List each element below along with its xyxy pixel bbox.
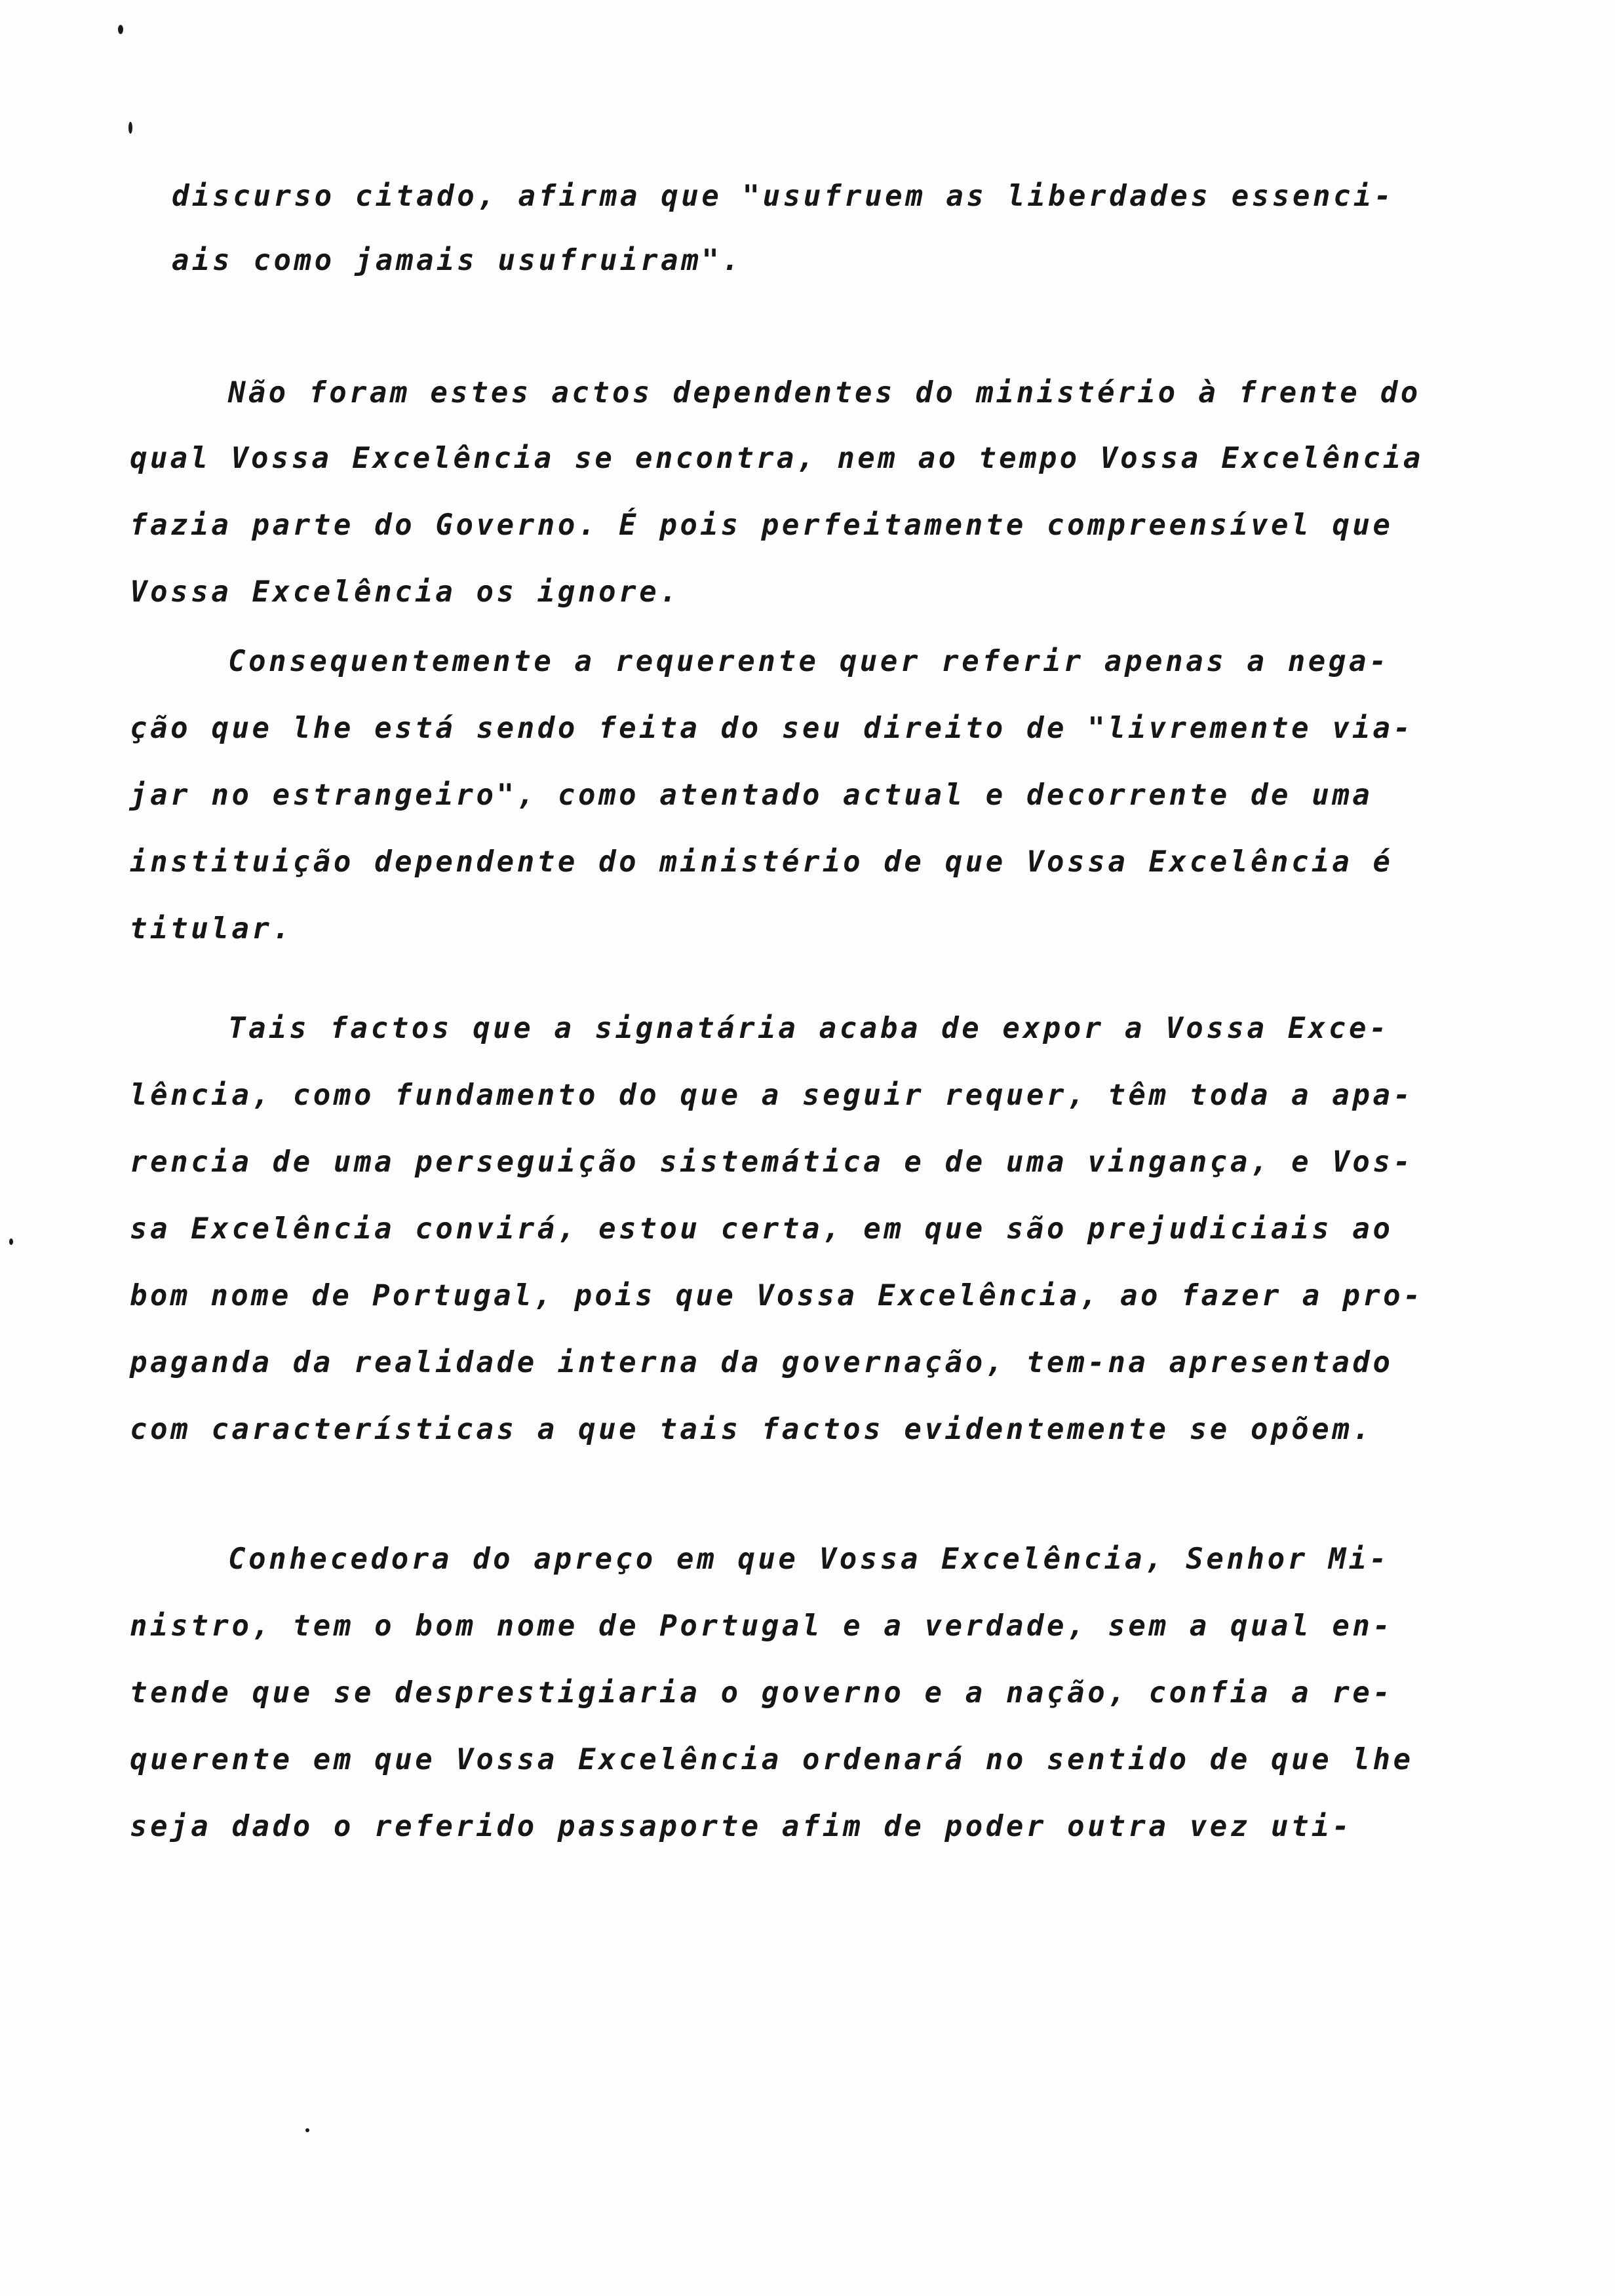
text-line: Consequentemente a requerente quer referir apenas a nega- — [228, 645, 1390, 678]
text-line: Vossa Excelência os ignore. — [130, 575, 680, 609]
text-line: nistro, tem o bom nome de Portugal e a verdade, sem a qual en- — [130, 1609, 1393, 1643]
text-line: discurso citado, afirma que "usufruem as liberdades essenci- — [172, 180, 1395, 213]
text-line: fazia parte do Governo. É pois perfeitamente compreensível que — [130, 508, 1393, 542]
text-line: sa Excelência convirá, estou certa, em que são prejudiciais ao — [130, 1212, 1393, 1246]
text-line: ais como jamais usufruiram". — [172, 244, 743, 277]
scan-speck — [128, 122, 132, 134]
text-line: querente em que Vossa Excelência ordenará no sentido de que lhe — [130, 1743, 1414, 1776]
text-line: paganda da realidade interna da governação, tem-na apresentado — [130, 1346, 1393, 1379]
text-line: tende que se desprestigiaria o governo e a nação, confia a re- — [130, 1676, 1393, 1710]
text-line: titular. — [130, 912, 293, 946]
text-line: com características a que tais factos evidentemente se opõem. — [130, 1413, 1373, 1446]
text-line: rencia de uma perseguição sistemática e de uma vingança, e Vos- — [130, 1145, 1414, 1179]
text-line: Tais factos que a signatária acaba de expor a Vossa Exce- — [228, 1012, 1390, 1045]
text-line: instituição dependente do ministério de que Vossa Excelência é — [130, 845, 1393, 879]
text-line: Conhecedora do apreço em que Vossa Excelência, Senhor Mi- — [228, 1542, 1390, 1576]
scan-speck — [9, 1238, 13, 1245]
text-line: seja dado o referido passaporte afim de poder outra vez uti- — [130, 1810, 1353, 1843]
scan-speck — [305, 2128, 309, 2132]
text-line: jar no estrangeiro", como atentado actual e decorrente de uma — [130, 778, 1373, 812]
scan-speck — [118, 25, 123, 34]
text-line: qual Vossa Excelência se encontra, nem ao tempo Vossa Excelência — [130, 442, 1424, 475]
text-line: bom nome de Portugal, pois que Vossa Excelência, ao fazer a pro- — [130, 1279, 1424, 1312]
text-line: ção que lhe está sendo feita do seu direito de "livremente via- — [130, 712, 1414, 745]
text-line: lência, como fundamento do que a seguir requer, têm toda a apa- — [130, 1079, 1414, 1112]
text-line: Não foram estes actos dependentes do ministério à frente do — [228, 376, 1421, 410]
